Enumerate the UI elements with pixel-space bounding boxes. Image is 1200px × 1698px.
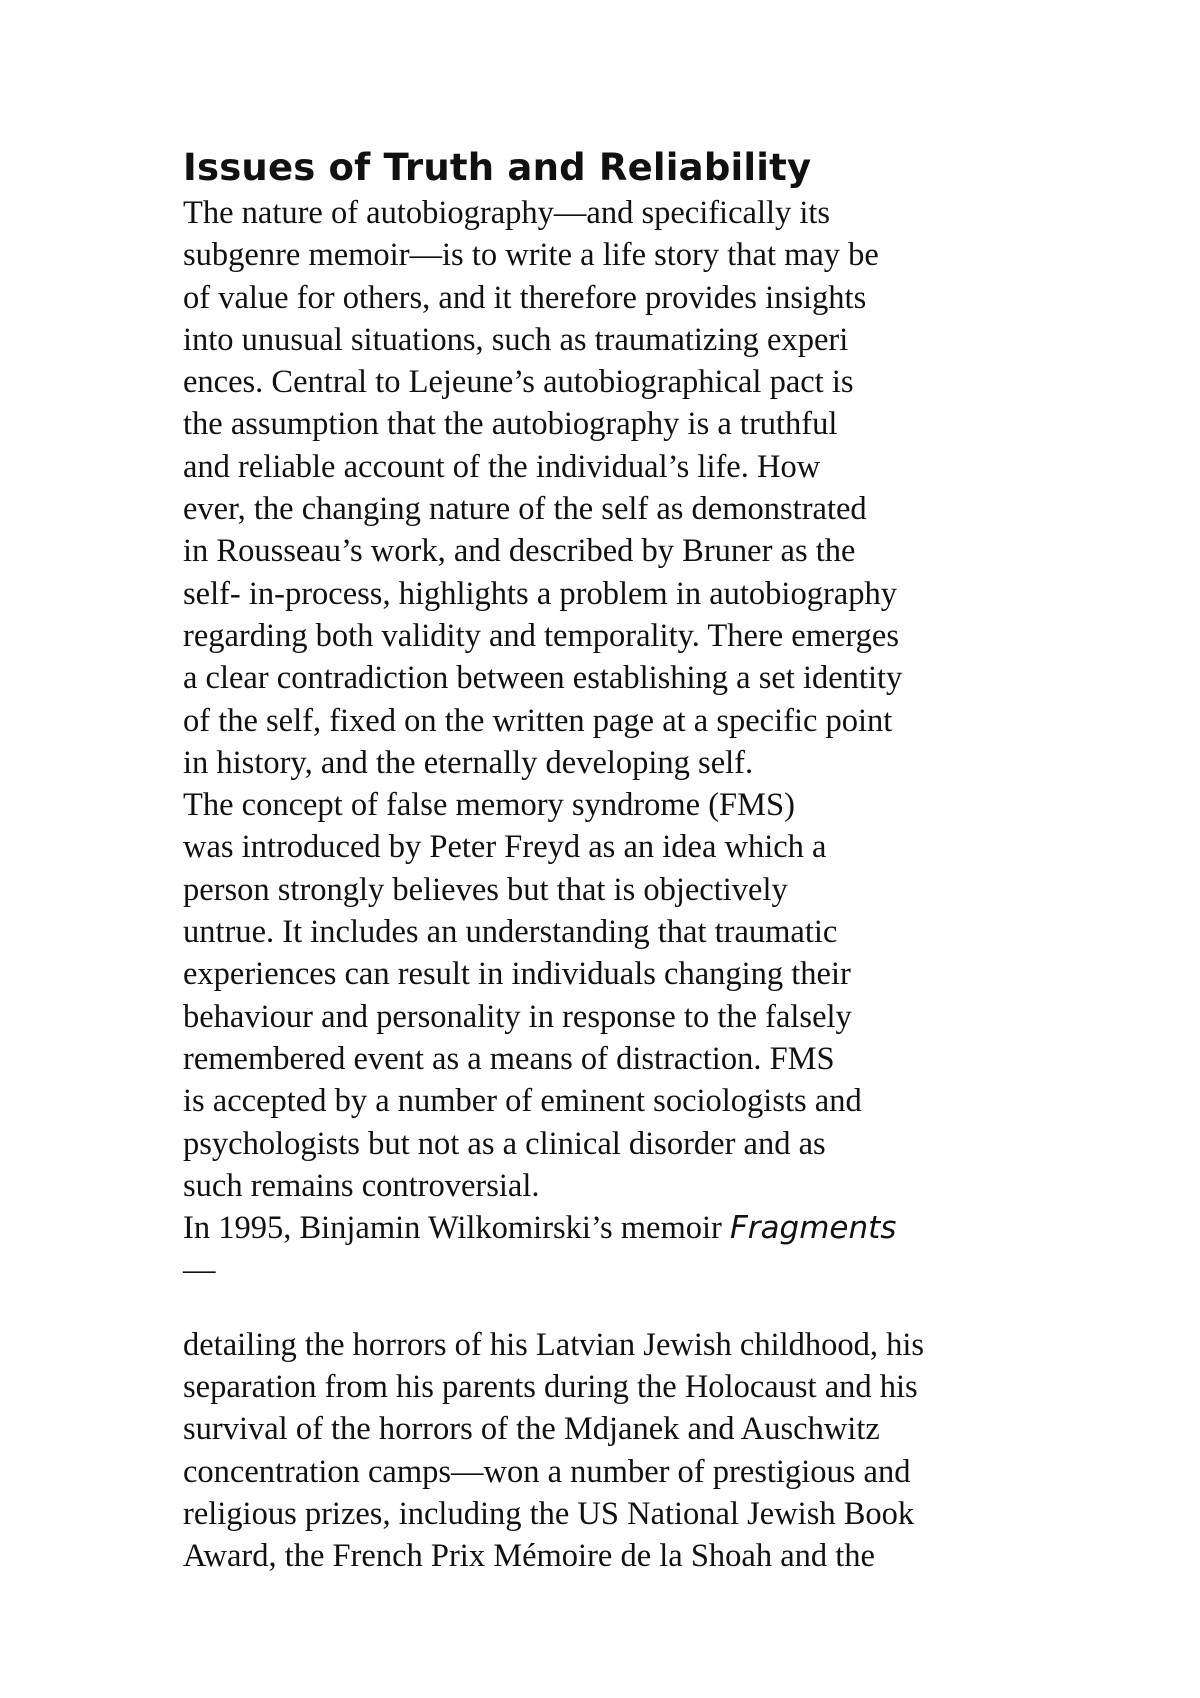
continuation-line: survival of the horrors of the Mdjanek and Auschwitz [183, 1411, 880, 1448]
continuation-line: Award, the French Prix Mémoire de la Shoah and the [183, 1538, 875, 1575]
final-paragraph-intro: In 1995, Binjamin Wilkomirski’s memoir [183, 1210, 730, 1247]
text-line: behaviour and personality in response to the falsely [183, 998, 852, 1035]
text-line: a clear contradiction between establishing a set identity [183, 660, 903, 697]
text-line: The nature of autobiography—and specifically its [183, 195, 831, 231]
text-line: experiences can result in individuals changing their [183, 956, 851, 993]
text-line: of value for others, and it therefore provides insights [183, 279, 867, 316]
document-body [183, 146, 1083, 1578]
text-line: of the self, fixed on the written page at a specific point [183, 702, 893, 739]
text-line: was introduced by Peter Freyd as an idea which a [183, 829, 827, 866]
text-line: remembered event as a means of distraction. FMS [183, 1040, 835, 1077]
continuation-line: religious prizes, including the US National Jewish Book [183, 1495, 915, 1532]
text-line: the assumption that the autobiography is a truthful [183, 406, 838, 443]
text-line: subgenre memoir—is to write a life story that may be [183, 237, 879, 274]
continuation-line: concentration camps—won a number of prestigious and [183, 1453, 911, 1490]
continuation-line: separation from his parents during the Holocaust and his [183, 1369, 918, 1406]
text-line: self- in-process, highlights a problem in autobiography [183, 575, 897, 612]
body-paragraphs [183, 192, 1083, 1578]
text-line: is accepted by a number of eminent sociologists and [183, 1083, 862, 1120]
text-line: and reliable account of the individual’s life. How [183, 448, 821, 485]
text-line: The concept of false memory syndrome (FMS) [183, 787, 795, 824]
section-heading: Issues of Truth and Reliability [183, 146, 812, 189]
text-line: psychologists but not as a clinical disorder and as [183, 1125, 826, 1162]
text-line: untrue. It includes an understanding that traumatic [183, 914, 838, 951]
text-line: regarding both validity and temporality. There emerges [183, 617, 899, 654]
continuation-line: detailing the horrors of his Latvian Jewish childhood, his [183, 1326, 925, 1363]
text-line: into unusual situations, such as traumatizing experi [183, 321, 849, 358]
dash-line: — [183, 1252, 216, 1289]
book-title: Fragments [729, 1210, 897, 1247]
text-line: ever, the changing nature of the self as demonstrated [183, 491, 867, 528]
text-line: ences. Central to Lejeune’s autobiographical pact is [183, 364, 854, 401]
text-line: in history, and the eternally developing self. [183, 744, 754, 781]
text-line: such remains controversial. [183, 1167, 540, 1204]
text-line: person strongly believes but that is objectively [183, 871, 788, 908]
final-paragraph-intro-line [183, 1207, 1083, 1249]
text-line: in Rousseau’s work, and described by Bruner as the [183, 533, 856, 570]
paragraph-gap [183, 1292, 1083, 1324]
